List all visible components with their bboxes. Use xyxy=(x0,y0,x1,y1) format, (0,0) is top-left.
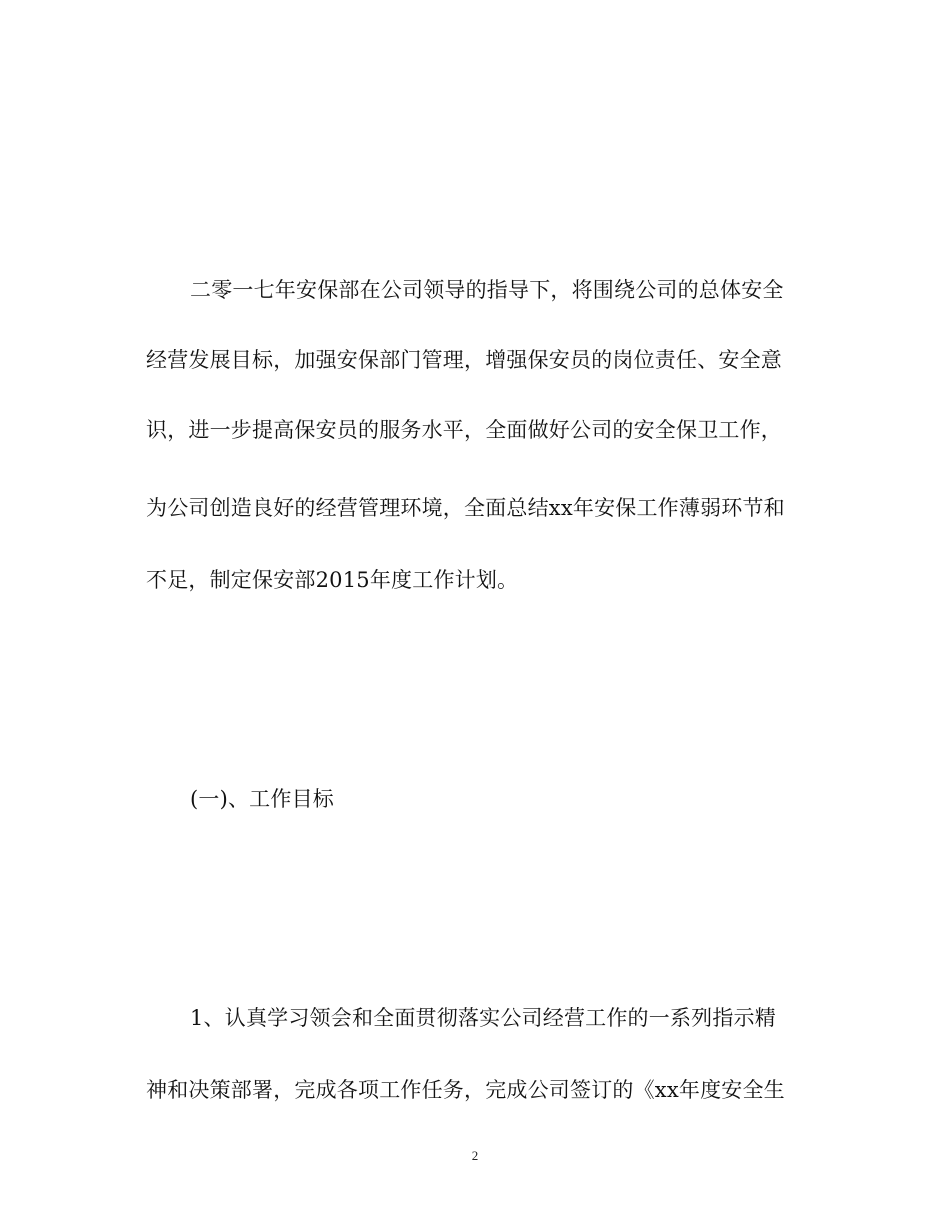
intro-line-2: 经营发展目标，加强安保部门管理，增强保安员的岗位责任、安全意 xyxy=(146,348,782,372)
section-heading: (一)、工作目标 xyxy=(190,787,334,811)
page-number: 2 xyxy=(471,1148,479,1163)
item1-line-2: 神和决策部署，完成各项工作任务，完成公司签订的《xx年度安全生 xyxy=(146,1078,785,1102)
item1-line-1: 1、认真学习领会和全面贯彻落实公司经营工作的一系列指示精 xyxy=(190,1006,776,1030)
intro-line-5: 不足，制定保安部2015年度工作计划。 xyxy=(146,568,519,592)
intro-line-4: 为公司创造良好的经营管理环境，全面总结xx年安保工作薄弱环节和 xyxy=(146,496,785,520)
intro-line-3: 识，进一步提高保安员的服务水平，全面做好公司的安全保卫工作， xyxy=(146,418,782,442)
intro-line-1: 二零一七年安保部在公司领导的指导下，将围绕公司的总体安全 xyxy=(190,278,784,302)
